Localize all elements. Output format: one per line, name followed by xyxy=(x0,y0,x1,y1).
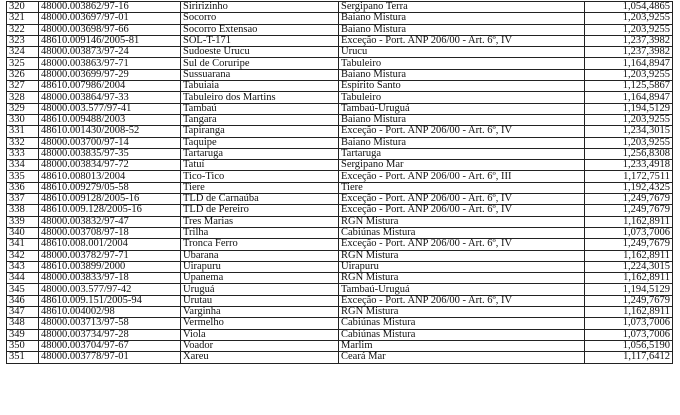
reference-oil-cell: Exceção - Port. ANP 206/00 - Art. 6º, IV xyxy=(339,126,585,137)
table-row xyxy=(7,148,673,159)
row-number-cell: 339 xyxy=(7,216,39,227)
reference-oil-cell: Exceção - Port. ANP 206/00 - Art. 6º, IV xyxy=(339,295,585,306)
process-number-cell: 48000.003698/97-66 xyxy=(39,24,181,35)
field-name-cell: Voador xyxy=(181,340,339,351)
row-number-cell: 330 xyxy=(7,114,39,125)
table-row xyxy=(7,250,673,261)
row-number-cell: 334 xyxy=(7,160,39,171)
reference-oil-cell: Exceção - Port. ANP 206/00 - Art. 6º, IV xyxy=(339,205,585,216)
row-number-cell: 335 xyxy=(7,171,39,182)
row-number-cell: 350 xyxy=(7,340,39,351)
process-number-cell: 48000.003713/97-58 xyxy=(39,318,181,329)
price-value-cell: 1,162,8911 xyxy=(585,216,673,227)
price-value-cell: 1,162,8911 xyxy=(585,307,673,318)
process-number-cell: 48000.003862/97-16 xyxy=(39,2,181,13)
field-name-cell: Tico-Tico xyxy=(181,171,339,182)
table-row xyxy=(7,239,673,250)
reference-oil-cell: Exceção - Port. ANP 206/00 - Art. 6º, IV xyxy=(339,194,585,205)
field-name-cell: Tartaruga xyxy=(181,148,339,159)
reference-oil-cell: Sergipano Mar xyxy=(339,160,585,171)
field-name-cell: Vermelho xyxy=(181,318,339,329)
table-row xyxy=(7,340,673,351)
row-number-cell: 340 xyxy=(7,227,39,238)
field-name-cell: Siririzinho xyxy=(181,2,339,13)
table-row xyxy=(7,318,673,329)
table-row xyxy=(7,227,673,238)
process-number-cell: 48000.003832/97-47 xyxy=(39,216,181,227)
row-number-cell: 345 xyxy=(7,284,39,295)
field-name-cell: Tabuleiro dos Martins xyxy=(181,92,339,103)
process-number-cell: 48610.009146/2005-81 xyxy=(39,35,181,46)
table-row xyxy=(7,307,673,318)
table-row xyxy=(7,47,673,58)
price-value-cell: 1,194,5129 xyxy=(585,284,673,295)
row-number-cell: 341 xyxy=(7,239,39,250)
process-number-cell: 48000.003778/97-01 xyxy=(39,352,181,363)
price-value-cell: 1,224,3015 xyxy=(585,261,673,272)
field-name-cell: Viola xyxy=(181,329,339,340)
price-value-cell: 1,164,8947 xyxy=(585,58,673,69)
process-number-cell: 48000.003697/97-01 xyxy=(39,13,181,24)
field-name-cell: Xareu xyxy=(181,352,339,363)
reference-oil-cell: Baiano Mistura xyxy=(339,114,585,125)
reference-oil-cell: Marlim xyxy=(339,340,585,351)
price-value-cell: 1,073,7006 xyxy=(585,318,673,329)
price-value-cell: 1,203,9255 xyxy=(585,114,673,125)
table-row xyxy=(7,114,673,125)
row-number-cell: 323 xyxy=(7,35,39,46)
process-number-cell: 48000.003700/97-14 xyxy=(39,137,181,148)
price-value-cell: 1,056,5190 xyxy=(585,340,673,351)
price-value-cell: 1,237,3982 xyxy=(585,35,673,46)
field-name-cell: Tambaú xyxy=(181,103,339,114)
process-number-cell: 48000.003782/97-71 xyxy=(39,250,181,261)
process-number-cell: 48610.001430/2008-52 xyxy=(39,126,181,137)
price-value-cell: 1,233,4918 xyxy=(585,160,673,171)
table-body xyxy=(7,2,673,364)
reference-oil-cell: Tambaú-Uruguá xyxy=(339,284,585,295)
row-number-cell: 336 xyxy=(7,182,39,193)
table-row xyxy=(7,69,673,80)
row-number-cell: 326 xyxy=(7,69,39,80)
process-number-cell: 48000.003834/97-72 xyxy=(39,160,181,171)
reference-oil-cell: RGN Mistura xyxy=(339,307,585,318)
price-value-cell: 1,249,7679 xyxy=(585,239,673,250)
price-value-cell: 1,203,9255 xyxy=(585,69,673,80)
row-number-cell: 351 xyxy=(7,352,39,363)
field-name-cell: Sussuarana xyxy=(181,69,339,80)
reference-oil-cell: Espírito Santo xyxy=(339,81,585,92)
price-value-cell: 1,117,6412 xyxy=(585,352,673,363)
price-value-cell: 1,249,7679 xyxy=(585,205,673,216)
field-name-cell: Trilha xyxy=(181,227,339,238)
process-number-cell: 48610.009488/2003 xyxy=(39,114,181,125)
row-number-cell: 324 xyxy=(7,47,39,58)
process-number-cell: 48610.008013/2004 xyxy=(39,171,181,182)
price-value-cell: 1,256,8308 xyxy=(585,148,673,159)
table-row xyxy=(7,92,673,103)
field-name-cell: TLD de Pereiro xyxy=(181,205,339,216)
field-name-cell: Tatuí xyxy=(181,160,339,171)
price-value-cell: 1,073,7006 xyxy=(585,329,673,340)
row-number-cell: 343 xyxy=(7,261,39,272)
row-number-cell: 349 xyxy=(7,329,39,340)
field-name-cell: Tronca Ferro xyxy=(181,239,339,250)
row-number-cell: 320 xyxy=(7,2,39,13)
price-value-cell: 1,203,9255 xyxy=(585,24,673,35)
price-value-cell: 1,192,4325 xyxy=(585,182,673,193)
table-row xyxy=(7,205,673,216)
row-number-cell: 348 xyxy=(7,318,39,329)
table-row xyxy=(7,182,673,193)
reference-oil-cell: Baiano Mistura xyxy=(339,137,585,148)
price-value-cell: 1,164,8947 xyxy=(585,92,673,103)
table-row xyxy=(7,24,673,35)
table-row xyxy=(7,352,673,363)
table-row xyxy=(7,171,673,182)
field-price-table xyxy=(6,1,673,364)
price-value-cell: 1,054,4865 xyxy=(585,2,673,13)
row-number-cell: 327 xyxy=(7,81,39,92)
reference-oil-cell: Tartaruga xyxy=(339,148,585,159)
row-number-cell: 329 xyxy=(7,103,39,114)
process-number-cell: 48610.004002/98 xyxy=(39,307,181,318)
reference-oil-cell: Urucu xyxy=(339,47,585,58)
row-number-cell: 322 xyxy=(7,24,39,35)
process-number-cell: 48000.003864/97-33 xyxy=(39,92,181,103)
process-number-cell: 48610.009.151/2005-94 xyxy=(39,295,181,306)
reference-oil-cell: RGN Mistura xyxy=(339,273,585,284)
table-row xyxy=(7,81,673,92)
reference-oil-cell: Tabuleiro xyxy=(339,92,585,103)
row-number-cell: 331 xyxy=(7,126,39,137)
table-row xyxy=(7,194,673,205)
field-name-cell: Upanema xyxy=(181,273,339,284)
reference-oil-cell: Baiano Mistura xyxy=(339,24,585,35)
row-number-cell: 338 xyxy=(7,205,39,216)
price-value-cell: 1,237,3982 xyxy=(585,47,673,58)
reference-oil-cell: Exceção - Port. ANP 206/00 - Art. 6º, IV xyxy=(339,239,585,250)
reference-oil-cell: Sergipano Terra xyxy=(339,2,585,13)
table-row xyxy=(7,284,673,295)
table-row xyxy=(7,261,673,272)
field-name-cell: Tiere xyxy=(181,182,339,193)
process-number-cell: 48000.003873/97-24 xyxy=(39,47,181,58)
table-row xyxy=(7,2,673,13)
row-number-cell: 325 xyxy=(7,58,39,69)
table-row xyxy=(7,160,673,171)
field-name-cell: Sudoeste Urucu xyxy=(181,47,339,58)
reference-oil-cell: RGN Mistura xyxy=(339,250,585,261)
process-number-cell: 48000.003.577/97-42 xyxy=(39,284,181,295)
field-name-cell: Socorro Extensao xyxy=(181,24,339,35)
reference-oil-cell: Tiere xyxy=(339,182,585,193)
process-number-cell: 48610.008.001/2004 xyxy=(39,239,181,250)
field-name-cell: Varginha xyxy=(181,307,339,318)
process-number-cell: 48610.009128/2005-16 xyxy=(39,194,181,205)
price-value-cell: 1,194,5129 xyxy=(585,103,673,114)
reference-oil-cell: Tambaú-Uruguá xyxy=(339,103,585,114)
row-number-cell: 332 xyxy=(7,137,39,148)
field-name-cell: Tabuiaia xyxy=(181,81,339,92)
table-row xyxy=(7,216,673,227)
table-row xyxy=(7,329,673,340)
reference-oil-cell: Tabuleiro xyxy=(339,58,585,69)
process-number-cell: 48000.003704/97-67 xyxy=(39,340,181,351)
price-value-cell: 1,073,7006 xyxy=(585,227,673,238)
process-number-cell: 48000.003734/97-28 xyxy=(39,329,181,340)
process-number-cell: 48610.007986/2004 xyxy=(39,81,181,92)
row-number-cell: 337 xyxy=(7,194,39,205)
process-number-cell: 48000.003.577/97-41 xyxy=(39,103,181,114)
reference-oil-cell: Exceção - Port. ANP 206/00 - Art. 6º, IV xyxy=(339,35,585,46)
price-value-cell: 1,234,3015 xyxy=(585,126,673,137)
field-name-cell: Tangara xyxy=(181,114,339,125)
reference-oil-cell: Uirapuru xyxy=(339,261,585,272)
process-number-cell: 48000.003699/97-29 xyxy=(39,69,181,80)
row-number-cell: 333 xyxy=(7,148,39,159)
reference-oil-cell: Baiano Mistura xyxy=(339,69,585,80)
row-number-cell: 342 xyxy=(7,250,39,261)
reference-oil-cell: Cabiúnas Mistura xyxy=(339,227,585,238)
reference-oil-cell: Cabiúnas Mistura xyxy=(339,329,585,340)
price-value-cell: 1,203,9255 xyxy=(585,137,673,148)
field-name-cell: Uruguá xyxy=(181,284,339,295)
field-name-cell: Uirapuru xyxy=(181,261,339,272)
table-row xyxy=(7,103,673,114)
price-value-cell: 1,162,8911 xyxy=(585,250,673,261)
table-row xyxy=(7,126,673,137)
row-number-cell: 346 xyxy=(7,295,39,306)
price-value-cell: 1,249,7679 xyxy=(585,194,673,205)
table-row xyxy=(7,58,673,69)
process-number-cell: 48000.003835/97-35 xyxy=(39,148,181,159)
field-name-cell: Socorro xyxy=(181,13,339,24)
process-number-cell: 48000.003708/97-18 xyxy=(39,227,181,238)
process-number-cell: 48610.009279/05-58 xyxy=(39,182,181,193)
table-row xyxy=(7,137,673,148)
field-name-cell: Taquipe xyxy=(181,137,339,148)
field-name-cell: SOL-T-171 xyxy=(181,35,339,46)
field-name-cell: Tres Marias xyxy=(181,216,339,227)
reference-oil-cell: Cabiúnas Mistura xyxy=(339,318,585,329)
price-value-cell: 1,249,7679 xyxy=(585,295,673,306)
table-row xyxy=(7,273,673,284)
price-value-cell: 1,172,7511 xyxy=(585,171,673,182)
reference-oil-cell: RGN Mistura xyxy=(339,216,585,227)
process-number-cell: 48610.009.128/2005-16 xyxy=(39,205,181,216)
reference-oil-cell: Baiano Mistura xyxy=(339,13,585,24)
price-value-cell: 1,125,5867 xyxy=(585,81,673,92)
field-name-cell: Sul de Coruripe xyxy=(181,58,339,69)
table-row xyxy=(7,35,673,46)
field-name-cell: TLD de Carnaúba xyxy=(181,194,339,205)
row-number-cell: 347 xyxy=(7,307,39,318)
process-number-cell: 48000.003863/97-71 xyxy=(39,58,181,69)
process-number-cell: 48610.003899/2000 xyxy=(39,261,181,272)
field-name-cell: Tapiranga xyxy=(181,126,339,137)
process-number-cell: 48000.003833/97-18 xyxy=(39,273,181,284)
row-number-cell: 328 xyxy=(7,92,39,103)
field-name-cell: Urutau xyxy=(181,295,339,306)
price-value-cell: 1,162,8911 xyxy=(585,273,673,284)
reference-oil-cell: Exceção - Port. ANP 206/00 - Art. 6º, III xyxy=(339,171,585,182)
table-row xyxy=(7,295,673,306)
table-row xyxy=(7,13,673,24)
row-number-cell: 321 xyxy=(7,13,39,24)
price-value-cell: 1,203,9255 xyxy=(585,13,673,24)
reference-oil-cell: Ceará Mar xyxy=(339,352,585,363)
field-name-cell: Ubarana xyxy=(181,250,339,261)
row-number-cell: 344 xyxy=(7,273,39,284)
